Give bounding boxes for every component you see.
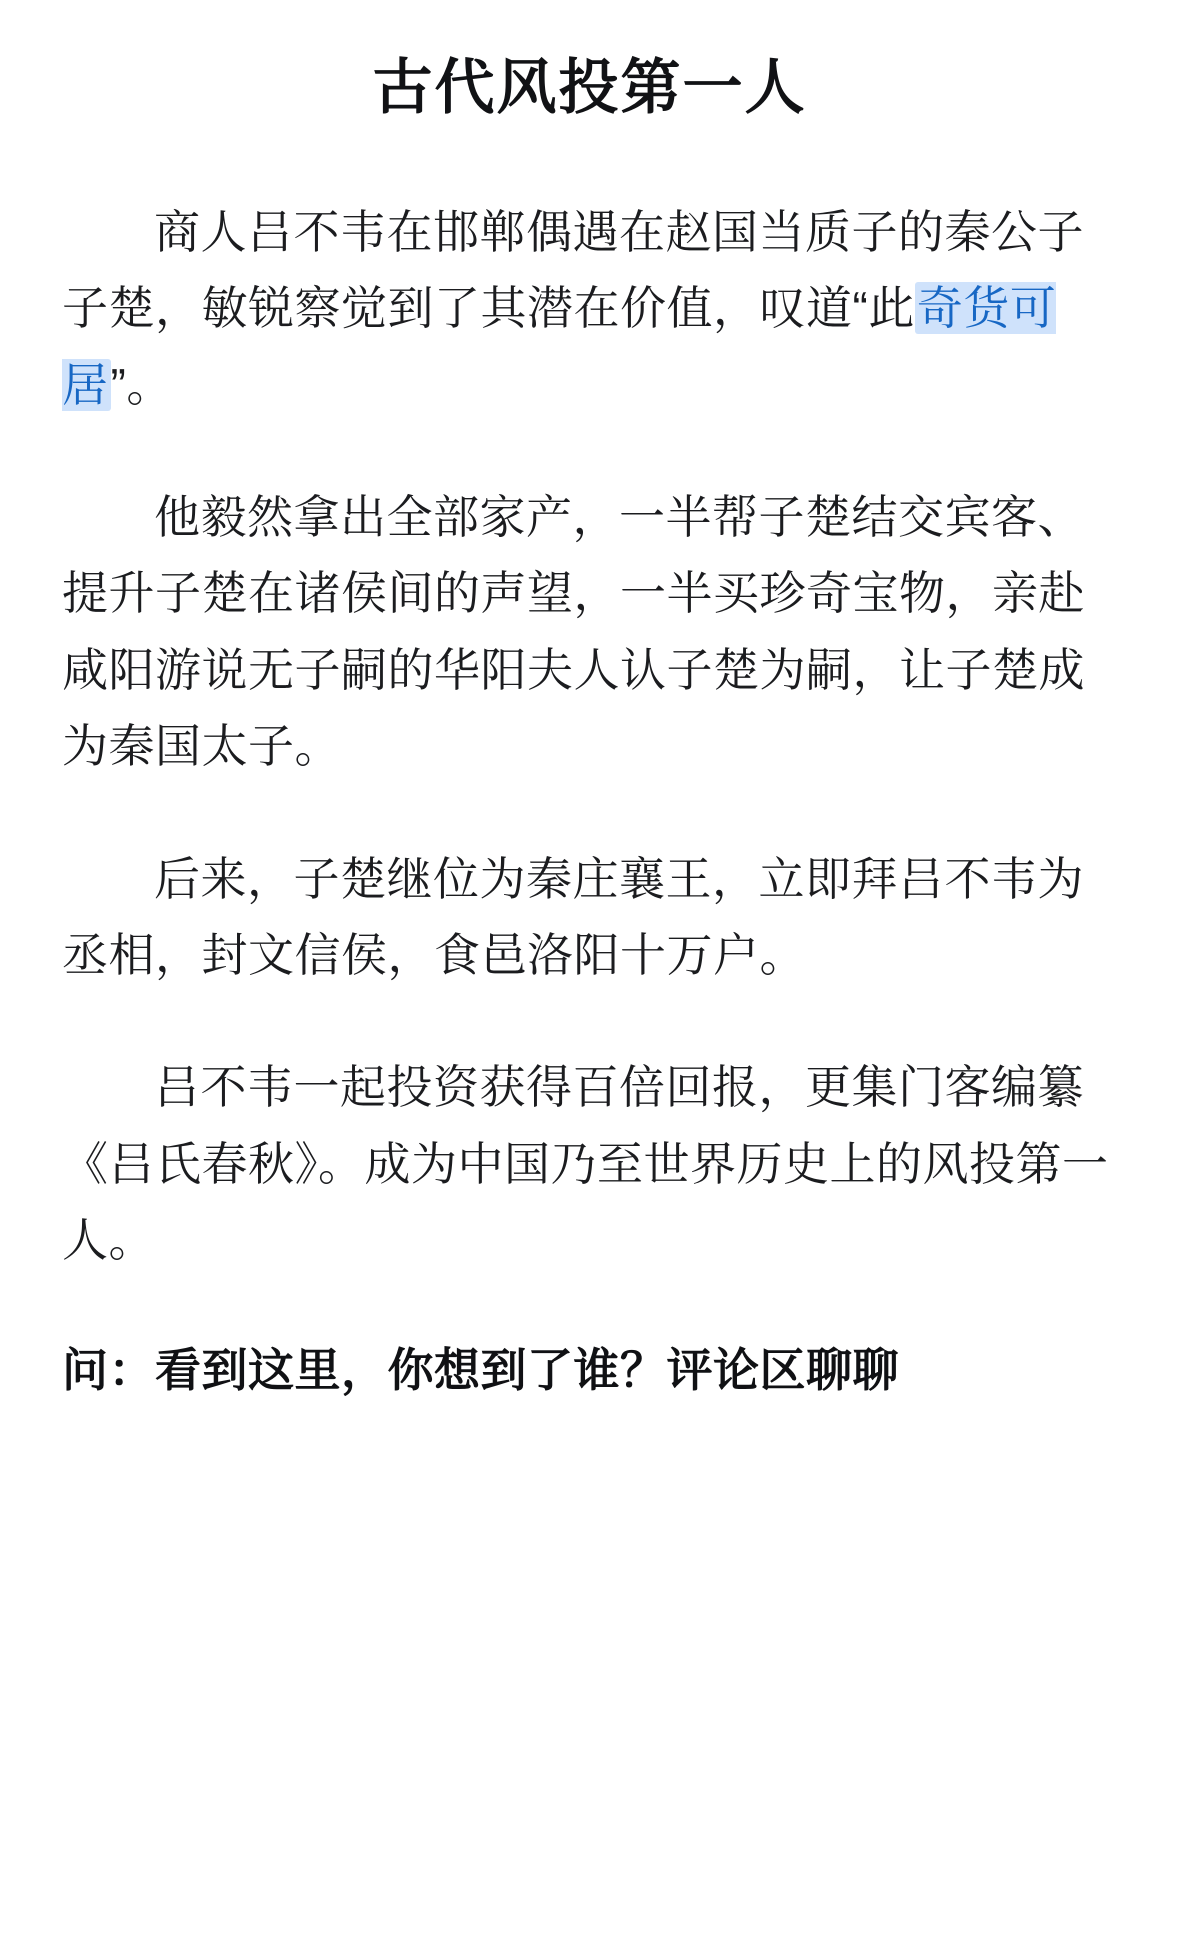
- paragraph-1: [62, 194, 1117, 423]
- highlighted-phrase[interactable]: 奇货可居: [62, 282, 1057, 411]
- paragraph-1-text-before: 商人吕不韦在邯郸偶遇在赵国当质子的秦公子子楚，敏锐察觉到了其潜在价值，叹道“此: [62, 206, 1084, 335]
- closing-question: 问：看到这里，你想到了谁？评论区聊聊: [62, 1344, 899, 1397]
- paragraph-4: 吕不韦一起投资获得百倍回报，更集门客编纂《吕氏春秋》。成为中国乃至世界历史上的风投第一人。: [62, 1061, 1109, 1266]
- paragraph-1-text-after: ”。: [110, 358, 173, 411]
- page-title: 古代风投第一人: [372, 54, 807, 121]
- paragraph-2: 他毅然拿出全部家产，一半帮子楚结交宾客、提升子楚在诸侯间的声望，一半买珍奇宝物，亲赴咸阳游说无子嗣的华阳夫人认子楚为嗣，让子楚成为秦国太子。: [62, 491, 1085, 773]
- paragraph-3: 后来，子楚继位为秦庄襄王，立即拜吕不韦为丞相，封文信侯，食邑洛阳十万户。: [62, 852, 1084, 981]
